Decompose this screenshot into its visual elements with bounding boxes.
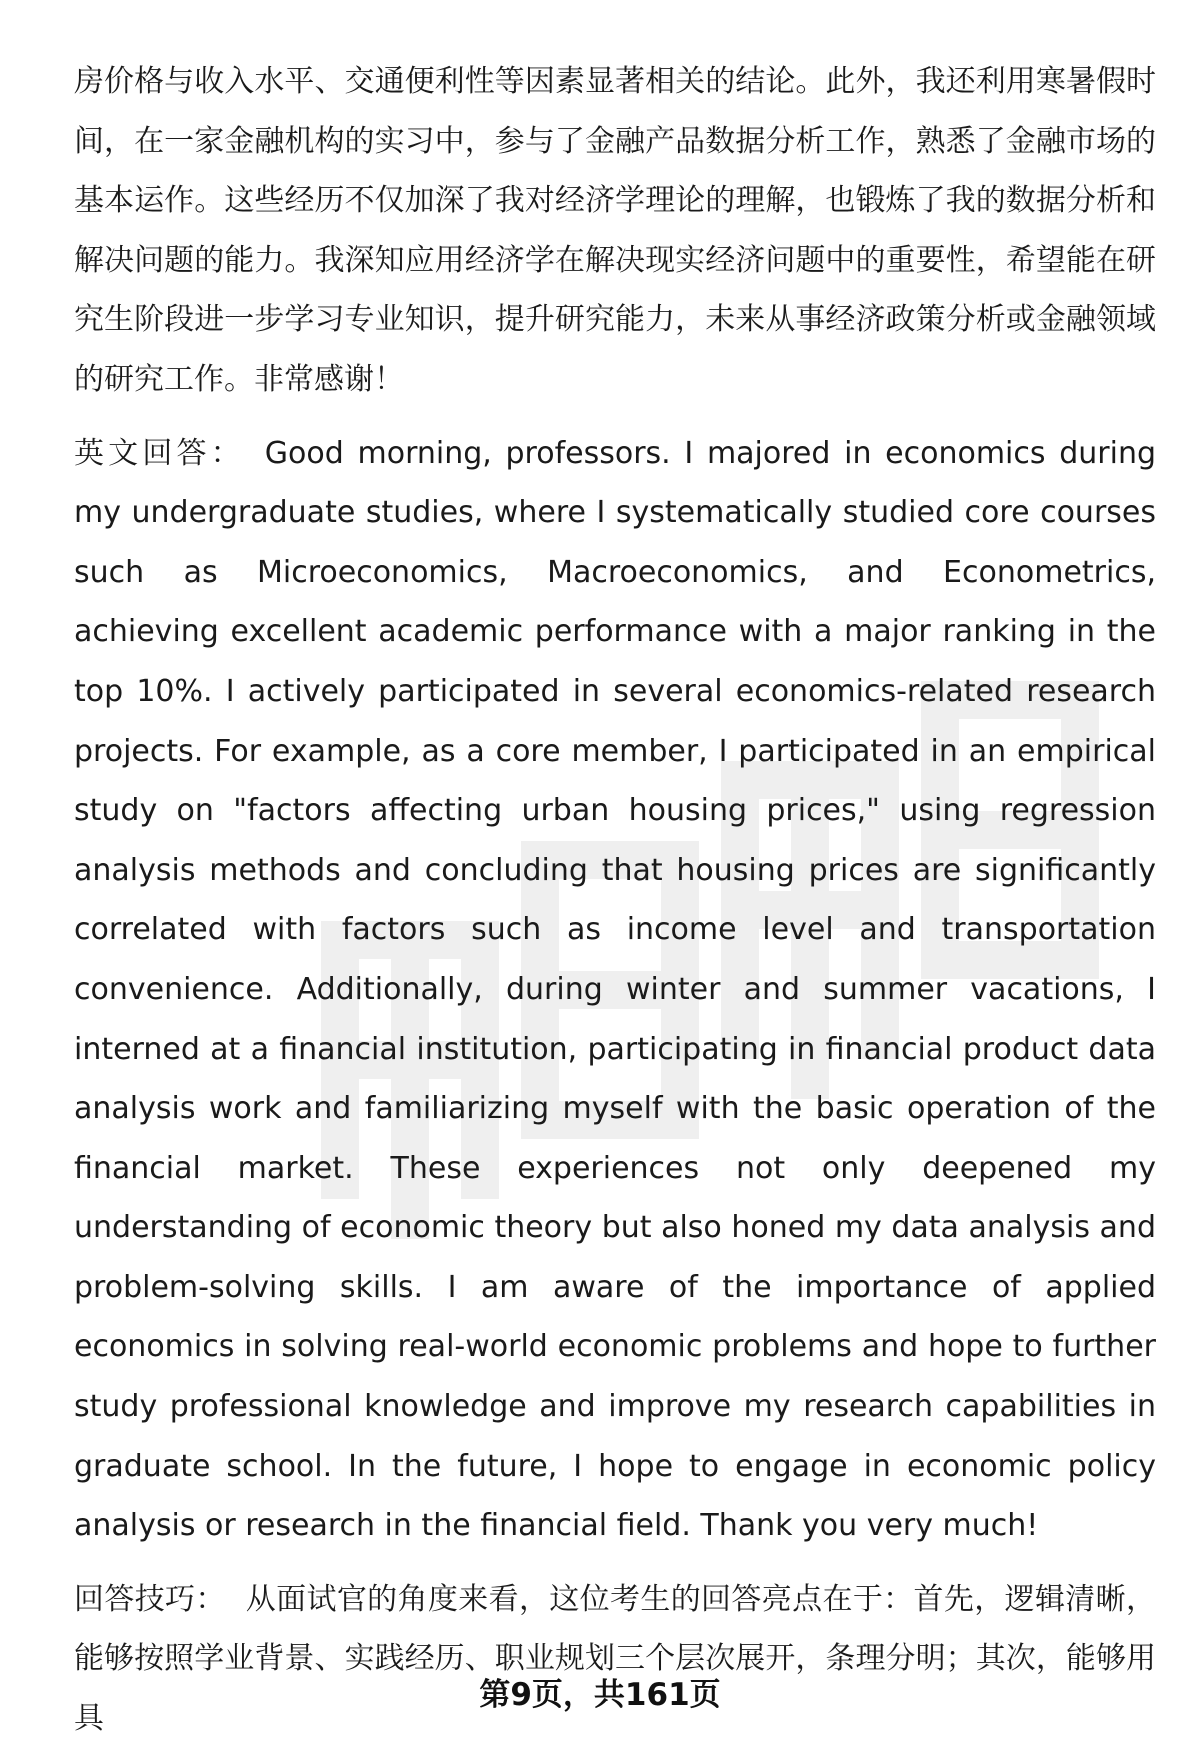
paragraph-gap <box>74 1556 1156 1570</box>
answer-tips-text: 从面试官的角度来看，这位考生的回答亮点在于：首先，逻辑清晰，能够按照学业背景、实践经历、职业规划三个层次展开，条理分明；其次，能够用具 <box>74 1581 1156 1737</box>
answer-tips-label: 回答技巧： <box>74 1581 226 1617</box>
page-number-footer: 第9页，共161页 <box>479 1677 721 1713</box>
chinese-answer-paragraph: 房价格与收入水平、交通便利性等因素显著相关的结论。此外，我还利用寒暑假时间，在一家金融机构的实习中，参与了金融产品数据分析工作，熟悉了金融市场的基本运作。这些经历不仅加深了我对经济学理论的理解，也锻炼了我的数据分析和解决问题的能力。我深知应用经济学在解决现实经济问题中的重要性，希望能在研究生阶段进一步学习专业知识，提升研究能力，未来从事经济政策分析或金融领域的研究工作。非常感谢！ <box>74 64 1156 397</box>
answer-tips-paragraph <box>74 1570 1156 1749</box>
english-answer-paragraph <box>74 424 1156 1556</box>
english-answer-label: 英文回答： <box>74 435 245 471</box>
page-content <box>74 52 1156 1749</box>
english-answer-text: Good morning, professors. I majored in economics during my undergraduate studies, where I systematically studied core courses such as Microeconomics, Macroeconomics, and Econometrics, achieving excellent academic performance with a major ranking in the top 10%. I actively participated in several economics-related research projects. For example, as a core member, I participated in an empirical study on "factors affecting urban housing prices," using regression analysis methods and concluding that housing prices are significantly correlated with factors such as income level and transportation convenience. Additionally, during winter and summer vacations, I interned at a financial institution, participating in financial product data analysis work and familiarizing myself with the basic operation of the financial market. These experiences not only deepened my understanding of economic theory but also honed my data analysis and problem-solving skills. I am aware of the importance of applied economics in solving real-world economic problems and hope to further study professional knowledge and improve my research capabilities in graduate school. In the future, I hope to engage in economic policy analysis or research in the financial field. Thank you very much! <box>74 435 1156 1544</box>
paragraph-gap <box>74 410 1156 424</box>
